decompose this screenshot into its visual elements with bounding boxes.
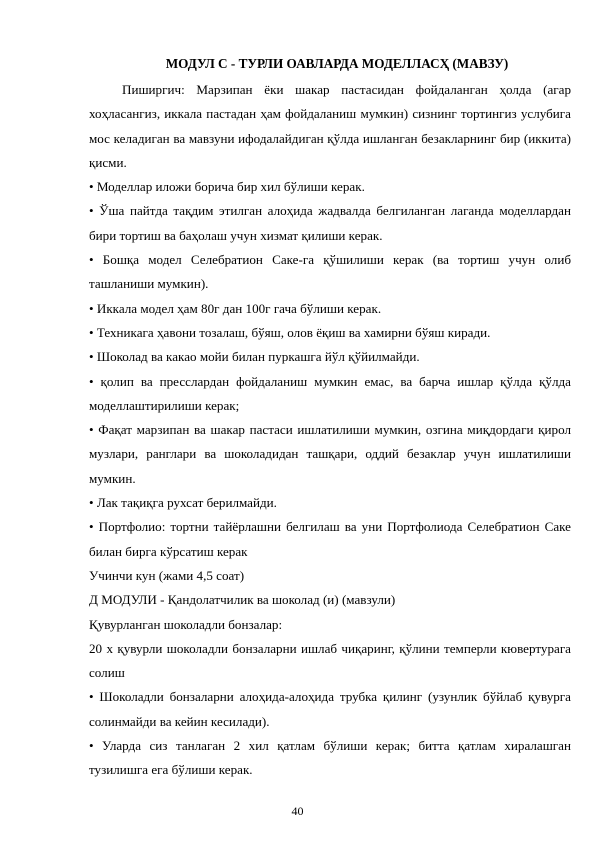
bullet-techniques: • Техникага ҳавони тозалаш, бўяш, олов ёқиш ва хамирни бўяш киради.	[89, 324, 491, 340]
bullet-models-identical: • Моделлар иложи борича бир хил бўлиши керак.	[89, 179, 365, 195]
bullet-no-lacquer: • Лак тақиқга рухсат берилмайди.	[89, 495, 277, 511]
piped-bonbons-heading: Қувурланган шоколадли бонзалар:	[89, 616, 283, 632]
bullet-two-layers: • Уларда сиз танлаган 2 хил қатлам бўлиши керак; битта қатлам хиралашган тузилишга ега бўлиши керак.	[89, 738, 571, 778]
bullet-model-on-cake: • Бошқа модел Селебратион Саке-га қўшилиши керак (ва тортиш учун олиб ташланиши мумкин).	[89, 252, 571, 292]
bullet-allowed-materials: • Фақат марзипан ва шакар пастаси ишлатилиши мумкин, озгина миқдордаги қирол музлари, ранглари ва шоколадидан ташқари, оддий безаклар учун ишлатилиши мумкин.	[89, 422, 571, 486]
bullet-model-on-platter: • Ўша пайтда тақдим этилган алоҳида жадвалда белгиланган лаганда моделлардан бири тортиш ва баҳолаш учун хизмат қилиши керак.	[89, 203, 571, 243]
module-d-heading: Д МОДУЛИ - Қандолатчилик ва шоколад (и) (мавзули)	[89, 592, 396, 608]
bullet-no-spraying: • Шоколад ва какао мойи билан пуркашга йўл қўйилмайди.	[89, 349, 420, 365]
bonbons-instruction: 20 х қувурли шоколадли бонзаларни ишлаб чиқаринг, қўлини темперли кювертурага солиш	[89, 640, 571, 681]
intro-paragraph: Пиширгич: Марзипан ёки шакар пастасидан фойдаланган ҳолда (агар хоҳласангиз, иккала пастадан ҳам фойдаланиш мумкин) сизнинг тортингиз услубига мос келадиган ва мавзуни ифодалайдиган қўлда ишланган безакларнинг бир (иккита) қисми.	[89, 82, 571, 170]
bullet-portfolio: • Портфолио: тортни тайёрлашни белгилаш ва уни Портфолиода Селебратион Саке билан бирга кўрсатиш керак	[89, 519, 571, 559]
bullet-model-weight: • Иккала модел ҳам 80г дан 100г гача бўлиши керак.	[89, 300, 382, 316]
day-heading: Учинчи кун (жами 4,5 соат)	[89, 567, 245, 583]
bullet-pipe-individually: • Шоколадли бонзаларни алоҳида-алоҳида трубка қилинг (узунлик бўйлаб қувурга солинмайди ва кейин кесилади).	[89, 689, 571, 729]
page-number: 40	[291, 804, 304, 818]
module-title: МОДУЛ С - ТУРЛИ ОАВЛАРДА МОДЕЛЛАСҲ (МАВЗУ)	[165, 56, 509, 71]
bullet-no-molds: • қолип ва пресслардан фойдаланиш мумкин емас, ва барча ишлар қўлда қўлда моделлаштирилиши керак;	[89, 373, 571, 413]
document-page	[89, 55, 571, 783]
